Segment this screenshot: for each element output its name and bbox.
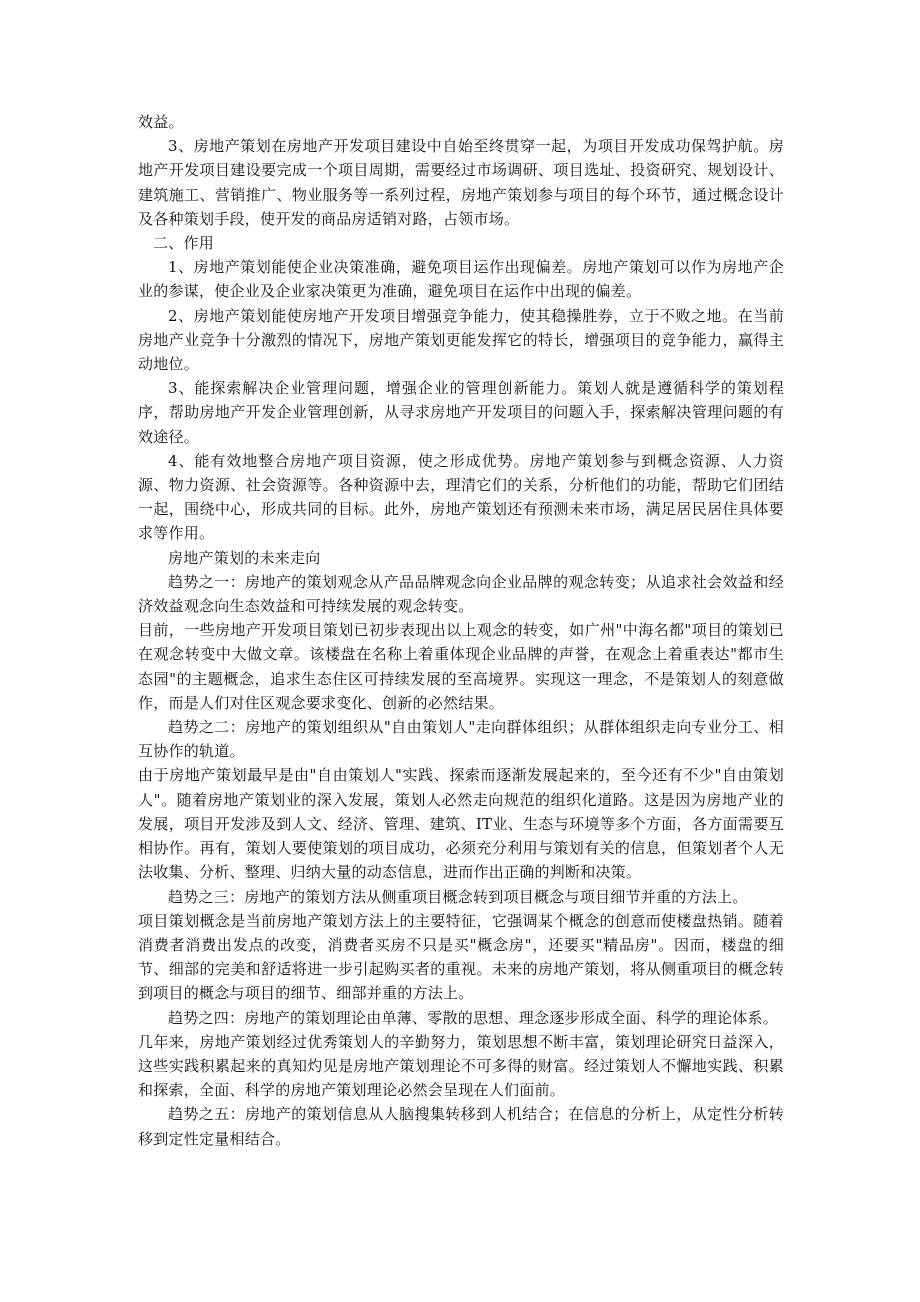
paragraph-trend-2-detail: 由于房地产策划最早是由"自由策划人"实践、探索而逐渐发展起来的，至今还有不少"自由策划人"。随着房地产策划业的深入发展，策划人必然走向规范的组织化道路。这是因为房地产业的发展，项目开发涉及到人文、经济、管理、建筑、IT业、生态与环境等多个方面，各方面需要互相协作。再有，策划人要使策划的项目成功，必须充分利用与策划有关的信息，但策划者个人无法收集、分析、整理、归纳大量的动态信息，进而作出正确的判断和决策。 [138, 766, 784, 882]
paragraph-trend-4: 趋势之四：房地产的策划理论由单薄、零散的思想、理念逐步形成全面、科学的理论体系。 [168, 1008, 779, 1027]
paragraph-role-4: 4、能有效地整合房地产项目资源，使之形成优势。房地产策划参与到概念资源、人力资源、物力资源、社会资源等。各种资源中去，理清它们的关系，分析他们的功能，帮助它们团结一起，围绕中心，形成共同的目标。此外，房地产策划还有预测未来市场，满足居民居住具体要求等作用。 [138, 451, 784, 543]
paragraph-feature-3: 3、房地产策划在房地产开发项目建设中自始至终贯穿一起，为项目开发成功保驾护航。房地产开发项目建设要完成一个项目周期，需要经过市场调研、项目选址、投资研究、规划设计、建筑施工、营销推广、物业服务等一系列过程，房地产策划参与项目的每个环节，通过概念设计及各种策划手段，使开发的商品房适销对路，占领市场。 [138, 137, 784, 228]
paragraph-role-2: 2、房地产策划能使房地产开发项目增强竞争能力，使其稳操胜券，立于不败之地。在当前房地产业竞争十分激烈的情况下，房地产策划更能发挥它的特长，增强项目的竞争能力，赢得主动地位。 [138, 306, 784, 374]
paragraph-role-3: 3、能探索解决企业管理问题，增强企业的管理创新能力。策划人就是遵循科学的策划程序，帮助房地产开发企业管理创新，从寻求房地产开发项目的问题入手，探索解决管理问题的有效途径。 [138, 379, 784, 446]
paragraph-trend-1: 趋势之一：房地产的策划观念从产品品牌观念向企业品牌的观念转变；从追求社会效益和经济效益观念向生态效益和可持续发展的观念转变。 [138, 572, 784, 616]
paragraph-intro-tail: 效益。 [138, 113, 184, 131]
section-heading-role: 二、作用 [153, 234, 215, 253]
paragraph-role-1: 1、房地产策划能使企业决策准确，避免项目运作出现偏差。房地产策划可以作为房地产企业的参谋，使企业及企业家决策更为准确，避免项目在运作中出现的偏差。 [138, 258, 784, 301]
paragraph-trend-1-detail: 目前，一些房地产开发项目策划已初步表现出以上观念的转变，如广州"中海名都"项目的策划已在观念转变中大做文章。该楼盘在名称上着重体现企业品牌的声誉，在观念上着重表达"都市生态园"的主题概念，追求生态住区可持续发展的至高境界。实现这一理念，不是策划人的刻意做作，而是人们对住区观念要求变化、创新的必然结果。 [138, 621, 784, 712]
paragraph-trend-3-detail: 项目策划概念是当前房地产策划方法上的主要特征，它强调某个概念的创意而使楼盘热销。随着消费者消费出发点的改变，消费者买房不只是买"概念房"，还要买"精品房"。因而，楼盘的细节、细部的完美和舒适将进一步引起购买者的重视。未来的房地产策划，将从侧重项目的概念转到项目的概念与项目的细节、细部并重的方法上。 [138, 911, 784, 1003]
section-heading-future: 房地产策划的未来走向 [168, 548, 321, 567]
document-body [138, 110, 784, 1151]
paragraph-trend-3: 趋势之三：房地产的策划方法从侧重项目概念转到项目概念与项目细节并重的方法上。 [168, 887, 748, 906]
paragraph-trend-2: 趋势之二：房地产的策划组织从"自由策划人"走向群体组织；从群体组织走向专业分工、相互协作的轨道。 [138, 718, 784, 761]
paragraph-trend-4-detail: 几年来，房地产策划经过优秀策划人的辛勤努力，策划思想不断丰富，策划理论研究日益深入，这些实践积累起来的真知灼见是房地产策划理论不可多得的财富。经过策划人不懈地实践、积累和探索，全面、科学的房地产策划理论必然会呈现在人们面前。 [138, 1032, 784, 1100]
paragraph-trend-5: 趋势之五：房地产的策划信息从人脑搜集转移到人机结合；在信息的分析上，从定性分析转移到定性定量相结合。 [138, 1105, 784, 1148]
